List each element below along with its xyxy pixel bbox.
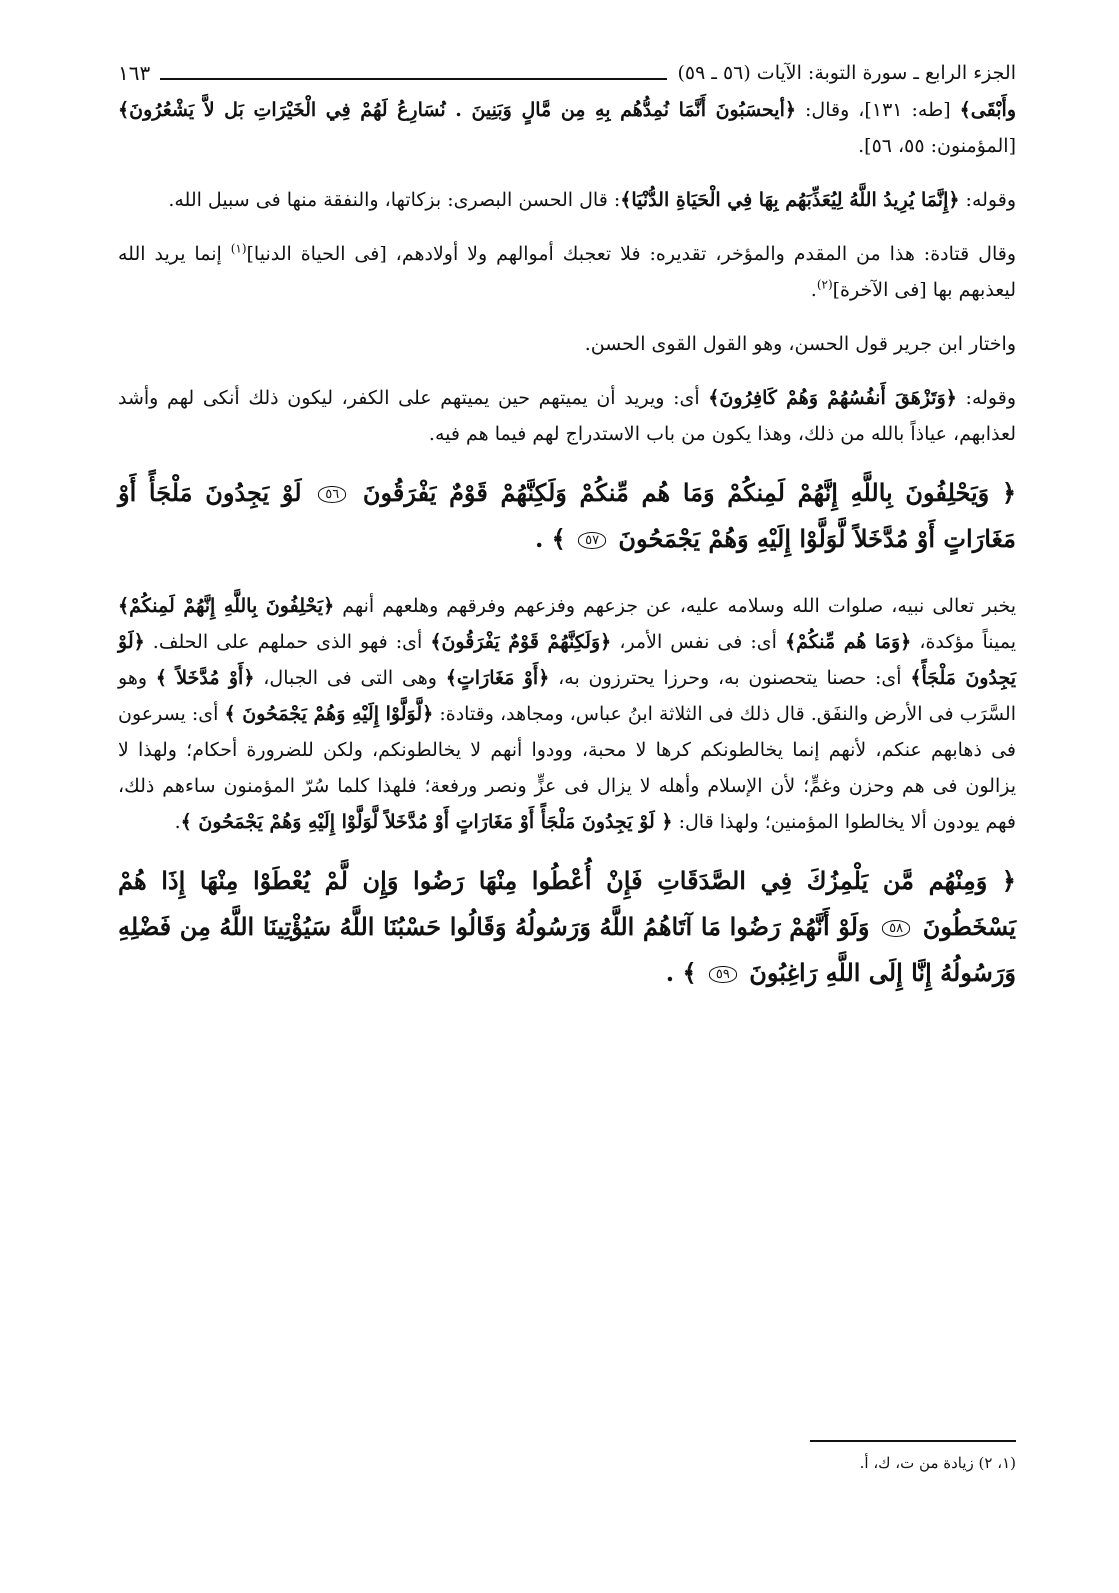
ayah-number-marker: ٥٩	[709, 966, 737, 983]
text-run: وقوله:	[956, 387, 1016, 409]
commentary-paragraph	[118, 92, 1016, 164]
quran-quote: ﴿ وَمِنْهُم مَّن يَلْمِزُكَ فِي الصَّدَقَاتِ فَإِنْ أُعْطُوا مِنْهَا رَضُوا وَإِن لَّمْ يُعْطَوْا مِنْهَا إِذَا هُمْ يَسْخَطُونَ	[118, 866, 1016, 941]
footnote-reference: (١)	[230, 241, 247, 256]
quran-quote: ﴾ .	[665, 958, 705, 987]
text-run: [طه: ١٣١]، وقال:	[796, 99, 960, 121]
text-run: إنما يريد الله ليعذبهم بها [فى الآخرة]	[118, 243, 1016, 301]
quran-quote: ﴿لَوْ يَجِدُونَ مَلْجَأً﴾	[118, 631, 1016, 689]
commentary-paragraph	[118, 588, 1016, 840]
text-run: أى: فى نفس الأمر،	[611, 631, 785, 653]
quran-quote: ﴿ وَيَحْلِفُونَ بِاللَّهِ إِنَّهُمْ لَمِنكُمْ وَمَا هُم مِّنكُمْ وَلَكِنَّهُمْ قَوْمٌ يَفْرَقُونَ	[350, 478, 1017, 507]
book-page	[118, 60, 1017, 1472]
ayah-number-marker: ٥٧	[578, 532, 606, 549]
text-run: يخبر تعالى نبيه، صلوات الله وسلامه عليه، عن جزعهم وفزعهم وفرقهم وهلعهم أنهم	[334, 595, 1016, 617]
body-text	[118, 92, 1016, 996]
text-run: أى: يسرعون فى ذهابهم عنكم، لأنهم إنما يخالطونكم كرها لا محبة، وودوا أنهم لا يخالطونكم، ولكن للضرورة أحكام؛ ولهذا لا يزالون فى هم وحزن وغمٍّ؛ لأن الإسلام وأهله لا يزال فى عزٍّ ونصر ورفعة؛ فلهذا كلما سُرّ المؤمنون ساءهم ذلك، فهم يودون ألا يخالطوا المؤمنين؛ ولهذا قال:	[118, 703, 1016, 833]
page-header	[118, 60, 1016, 86]
ayah-number-marker: ٥٦	[318, 486, 346, 503]
text-run: وهى التى فى الجبال،	[254, 667, 446, 689]
quran-verse-block	[118, 858, 1016, 996]
text-run: وهو السَّرَب فى الأرض والنفَق. قال ذلك فى الثلاثة ابنُ عباس، ومجاهد، وقتادة:	[118, 667, 1016, 725]
quran-quote: ﴿إِنَّمَا يُرِيدُ اللَّهُ لِيُعَذِّبَهُم بِهَا فِي الْحَيَاةِ الدُّنْيَا﴾	[620, 189, 960, 211]
quran-quote: ﴾ .	[534, 524, 575, 553]
quran-quote: ﴿لَّوَلَّوْا إِلَيْهِ وَهُمْ يَجْمَحُونَ ﴾	[224, 703, 434, 725]
quran-quote: وَلَوْ أَنَّهُمْ رَضُوا مَا آتَاهُمُ اللَّهُ وَرَسُولُهُ وَقَالُوا حَسْبُنَا اللَّهُ سَيُؤْتِينَا اللَّهُ مِن فَضْلِهِ وَرَسُولُهُ إِنَّا إِلَى اللَّهِ رَاغِبُونَ	[118, 912, 1016, 987]
text-run: : قال الحسن البصرى: بزكاتها، والنفقة منها فى سبيل الله.	[168, 189, 621, 211]
text-run: .	[810, 279, 817, 301]
quran-quote: ﴿وَلَكِنَّهُمْ قَوْمٌ يَفْرَقُونَ﴾	[430, 631, 612, 653]
text-run: واختار ابن جرير قول الحسن، وهو القول القوى الحسن.	[584, 333, 1016, 355]
footnote-divider	[810, 1440, 1016, 1442]
quran-quote: ﴿ لَوْ يَجِدُونَ مَلْجَأً أَوْ مَغَارَاتٍ أَوْ مُدَّخَلاً لَّوَلَّوْا إِلَيْهِ وَهُمْ يَجْمَحُونَ ﴾	[180, 811, 673, 833]
text-run: أى: حصنا يتحصنون به، وحرزا يحترزون به،	[549, 667, 911, 689]
commentary-paragraph	[118, 380, 1016, 452]
text-run: وقوله:	[959, 189, 1016, 211]
running-title: الجزء الرابع ـ سورة التوبة: الآيات (٥٦ ـ ٥٩)	[677, 62, 1016, 84]
text-run: يميناً مؤكدة،	[911, 631, 1016, 653]
commentary-paragraph	[118, 236, 1016, 308]
text-run: أى: ويريد أن يميتهم حين يميتهم على الكفر، ليكون ذلك أنكى لهم وأشد لعذابهم، عياذاً بالله من ذلك، وهذا يكون من باب الاستدراج لهم فيما هم فيه.	[118, 387, 1016, 445]
text-run: .	[174, 811, 181, 833]
quran-quote: ﴿وَتَزْهَقَ أَنفُسُهُمْ وَهُمْ كَافِرُونَ﴾	[708, 387, 957, 409]
text-run: وقال قتادة: هذا من المقدم والمؤخر، تقديره: فلا تعجبك أموالهم ولا أولادهم، [فى الحياة الدنيا]	[246, 243, 1016, 265]
footnote: (١، ٢) زيادة من ت، ك، أ.	[859, 1454, 1016, 1472]
quran-verse-block	[118, 470, 1016, 562]
commentary-paragraph	[118, 326, 1016, 362]
commentary-paragraph	[118, 182, 1016, 218]
quran-quote: ﴿وَمَا هُم مِّنكُمْ﴾	[784, 631, 912, 653]
quran-quote: ﴿يَحْلِفُونَ بِاللَّهِ إِنَّهُمْ لَمِنكُمْ﴾	[118, 595, 335, 617]
quran-quote: ﴿أيحسَبُونَ أَنَّمَا نُمِدُّهُم بِهِ مِن مَّالٍ وَبَنِينَ . نُسَارِعُ لَهُمْ فِي الْخَيْرَاتِ بَل لاَّ يَشْعُرُونَ﴾	[118, 99, 796, 121]
quran-quote: لَوْ يَجِدُونَ مَلْجَأً أَوْ مَغَارَاتٍ أَوْ مُدَّخَلاً لَّوَلَّوْا إِلَيْهِ وَهُمْ يَجْمَحُونَ	[118, 478, 1016, 553]
footnote-reference: (٢)	[816, 277, 833, 292]
quran-quote: ﴿أَوْ مَغَارَاتٍ﴾	[445, 667, 550, 689]
ayah-number-marker: ٥٨	[882, 920, 910, 937]
quran-quote: ﴿أَوْ مُدَّخَلاً ﴾	[155, 667, 255, 689]
text-run: أى: فهو الذى حملهم على الحلف.	[144, 631, 431, 653]
quran-quote: وأَبْقَى﴾	[959, 99, 1016, 121]
page-number: ١٦٣	[118, 61, 151, 85]
text-run: [المؤمنون: ٥٥، ٥٦].	[858, 135, 1016, 157]
header-rule	[160, 78, 667, 80]
